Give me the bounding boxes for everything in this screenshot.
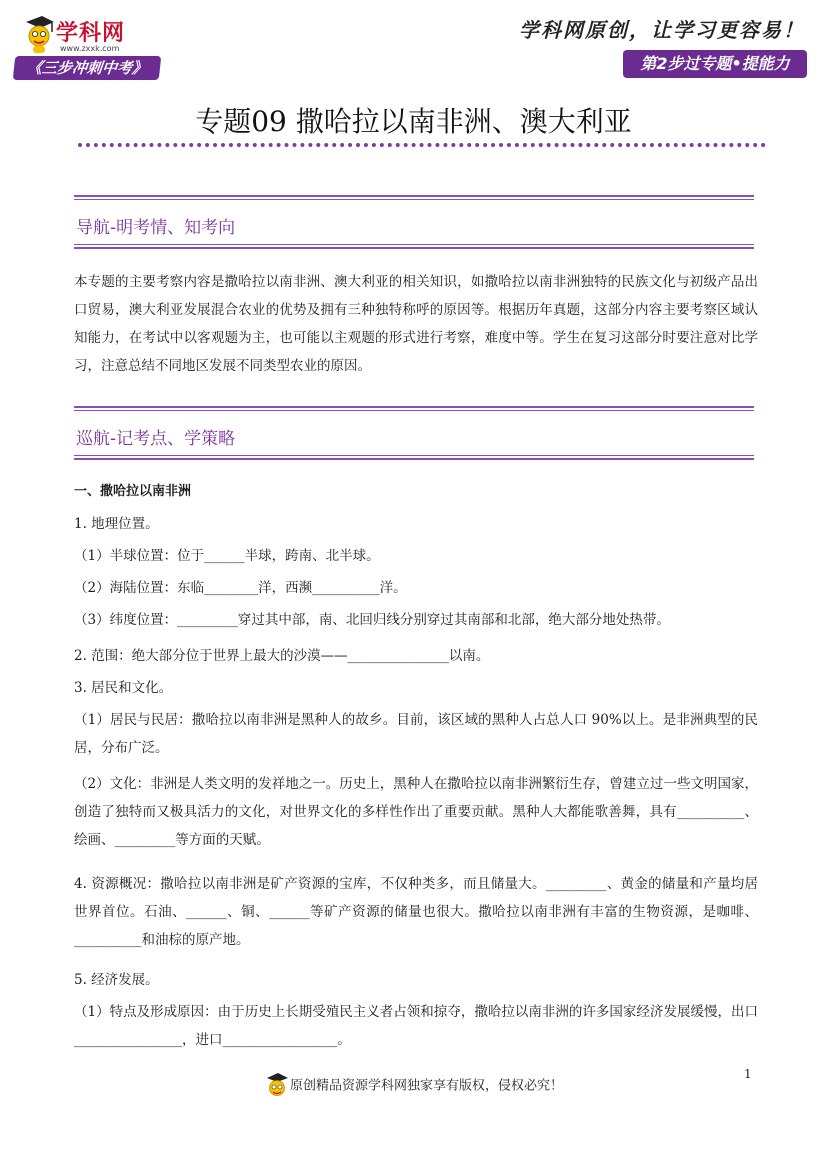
brand-url: www.zxxk.com [60, 44, 120, 53]
section-rule [74, 455, 754, 456]
text-line: （2）海陆位置：东临________洋，西濒__________洋。 [74, 580, 407, 596]
nav-paragraph: 本专题的主要考察内容是撒哈拉以南非洲、澳大利亚的相关知识，如撒哈拉以南非洲独特的民族文化与初级产品出口贸易，澳大利亚发展混合农业的优势及拥有三种独特称呼的原因等。根据历年真题，这部分内容主要考察区域认知能力，在考试中以客观题为主，也可能以主观题的形式进行考察，难度中等。学生在复习这部分时要注意对比学习，注意总结不同地区发展不同类型农业的原因。 [74, 274, 758, 374]
mascot-icon [22, 14, 56, 54]
page-number: 1 [744, 1067, 752, 1081]
section-rule [74, 410, 754, 411]
text-line: 2. 范围：绝大部分位于世界上最大的沙漠——_______________以南。 [74, 648, 490, 664]
residents-paragraph: （1）居民与民居：撒哈拉以南非洲是黑种人的故乡。目前，该区域的黑种人占总人口 90%以上。是非洲典型的民居，分布广泛。 [74, 712, 758, 756]
brand-logo [22, 14, 142, 62]
text-line: （1）半球位置：位于______半球，跨南、北半球。 [74, 548, 380, 564]
features-paragraph: （1）特点及形成原因：由于历史上长期受殖民主义者占领和掠夺，撒哈拉以南非洲的许多国家经济发展缓慢，出口________________，进口_________________。 [74, 1004, 758, 1048]
section-rule [74, 199, 754, 200]
section-rule [74, 195, 754, 197]
text-line: 5. 经济发展。 [74, 972, 159, 988]
section-rule [74, 458, 754, 460]
series-badge: 《三步冲刺中考》 [13, 56, 162, 80]
brand-name: 学科网 [56, 21, 126, 46]
culture-paragraph: （2）文化：非洲是人类文明的发祥地之一。历史上，黑种人在撒哈拉以南非洲繁衍生存，曾建立过一些文明国家，创造了独特而又极具活力的文化，对世界文化的多样性作出了重要贡献。黑种人大都能歌善舞，具有__________、绘画、_________等方面的天赋。 [74, 776, 758, 848]
text-line: 3. 居民和文化。 [74, 680, 173, 696]
step-badge: 第2步过专题•提能力 [623, 50, 807, 78]
section-heading: 一、撒哈拉以南非洲 [74, 484, 192, 499]
text-line: （3）纬度位置：_________穿过其中部，南、北回归线分别穿过其南部和北部，绝大部分地处热带。 [74, 612, 670, 628]
text-line: 1. 地理位置。 [74, 516, 159, 532]
section-rule [74, 244, 754, 245]
cruise-heading: 巡航-记考点、学策略 [76, 429, 236, 449]
footer-copyright [0, 1072, 827, 1100]
section-rule [74, 247, 754, 249]
title-divider [78, 143, 766, 147]
mascot-icon [264, 1072, 290, 1100]
resources-paragraph: 4. 资源概况：撒哈拉以南非洲是矿产资源的宝库，不仅种类多，而且储量大。_________、黄金的储量和产量均居世界首位。石油、______、铜、______等矿产资源的储量也很大。撒哈拉以南非洲有丰富的生物资源，是咖啡、__________和油棕的原产地。 [74, 876, 758, 948]
slogan: 学科网原创，让学习更容易！ [519, 18, 805, 42]
section-rule [74, 406, 754, 408]
nav-heading: 导航-明考情、知考向 [76, 218, 236, 238]
footer-text: 原创精品资源学科网独家享有版权，侵权必究！ [289, 1078, 563, 1094]
page-title: 专题09 撒哈拉以南非洲、澳大利亚 [195, 105, 632, 138]
